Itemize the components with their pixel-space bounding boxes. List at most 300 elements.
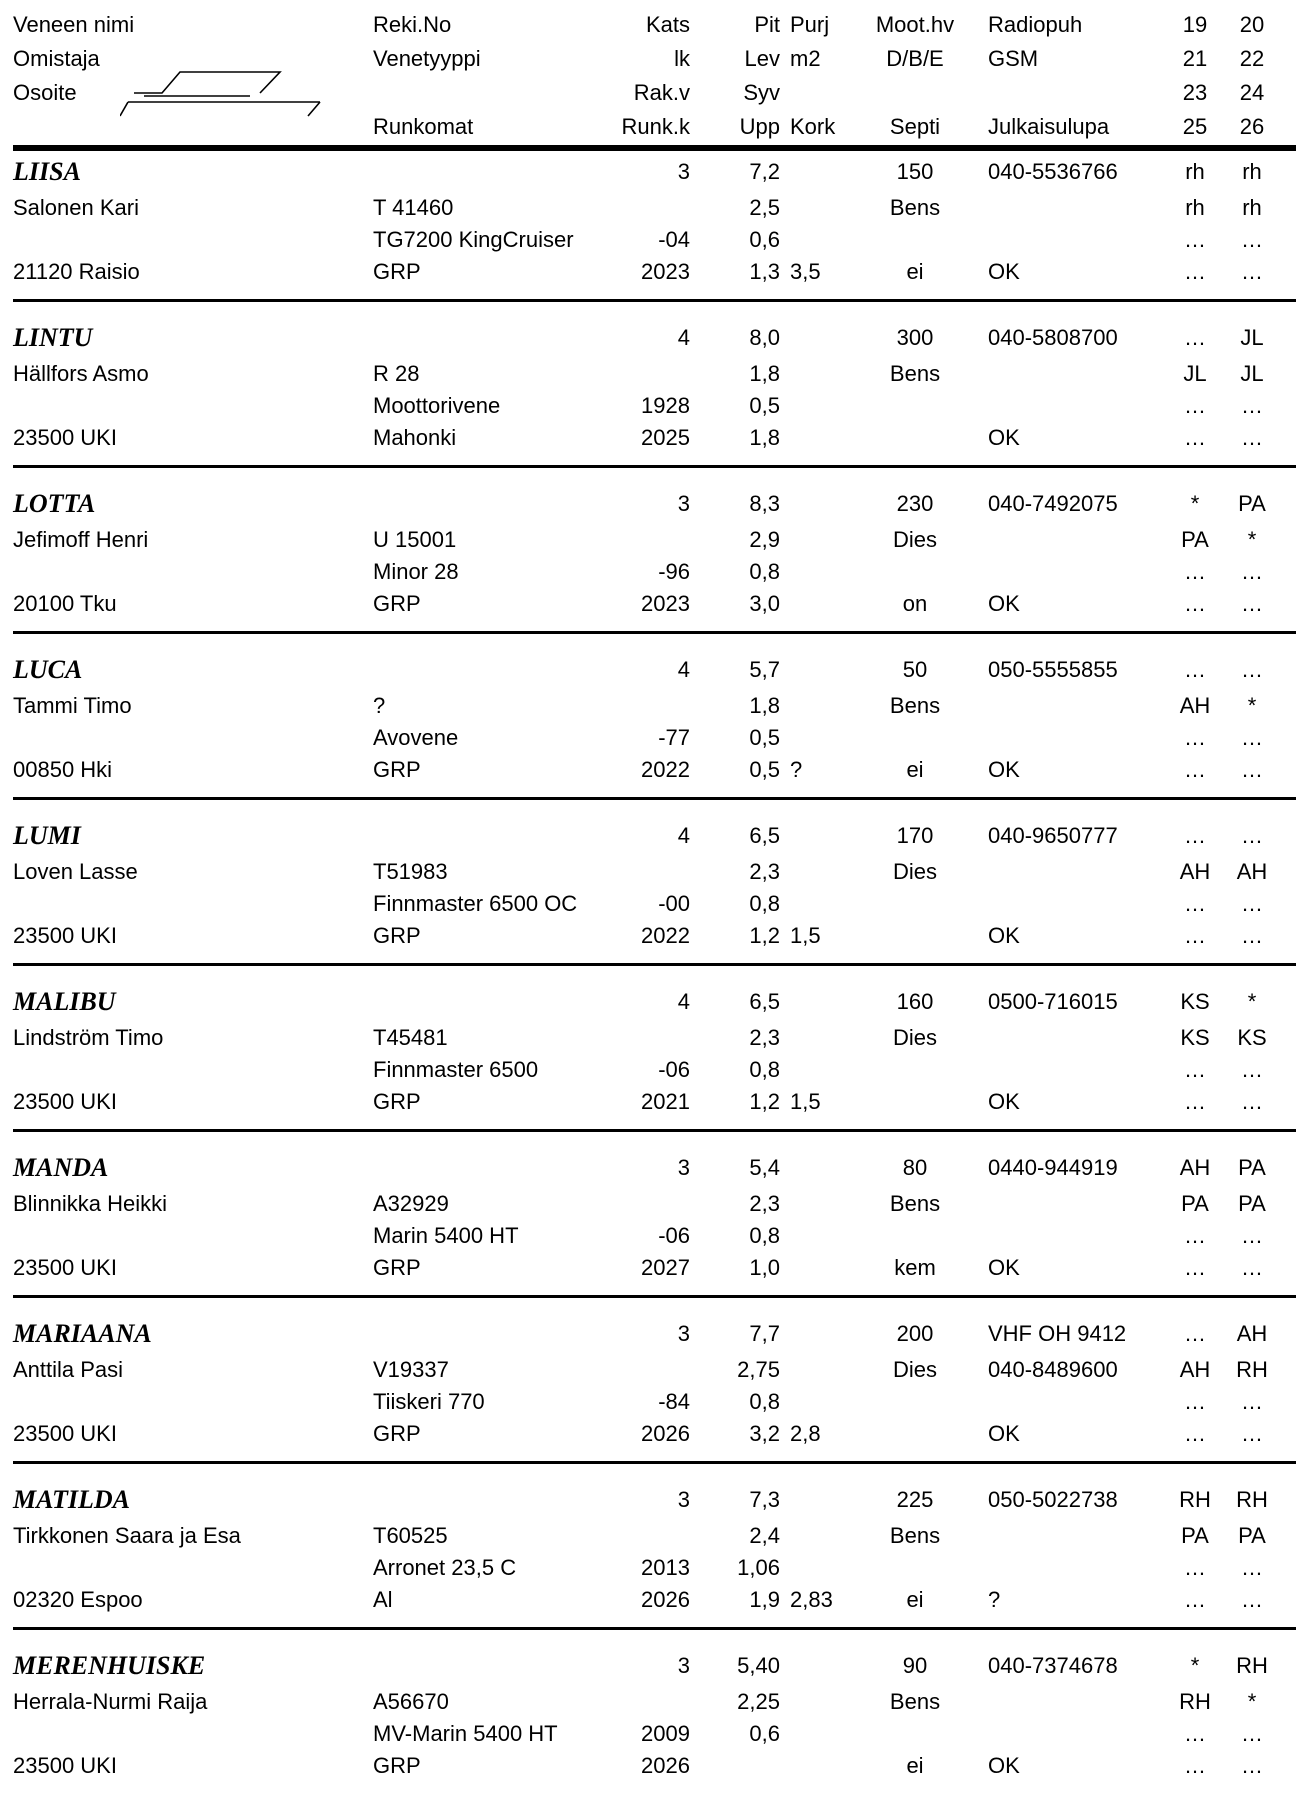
cell-mark-a: PA [1181, 1191, 1209, 1216]
cell-name-owner-address: Jefimoff Henri [13, 527, 149, 552]
cell-class-year-hullyear: 4 [677, 325, 690, 350]
cell-phone: OK [988, 757, 1020, 782]
cell-engine: kem [894, 1255, 936, 1280]
cell-length-width-depth: 2,5 [749, 195, 780, 220]
cell-class-year-hullyear: 2013 [641, 1555, 690, 1580]
cell-phone: VHF OH 9412 [988, 1321, 1127, 1346]
cell-mark-b: PA [1238, 1155, 1266, 1180]
table-row [0, 419, 1298, 456]
cell-engine: 90 [902, 1653, 928, 1678]
cell-reg-type-material: Tiiskeri 770 [373, 1389, 485, 1414]
cell-class-year-hullyear: 2009 [641, 1721, 690, 1746]
cell-length-width-depth: 1,2 [749, 1089, 780, 1114]
cell-mark-b: 24 [1239, 80, 1265, 105]
cell-length-width-depth: Syv [743, 80, 780, 105]
cell-class-year-hullyear: lk [674, 46, 690, 71]
cell-name-owner-address: 23500 UKI [13, 1753, 117, 1778]
boat-name: MARIAANA [13, 1319, 152, 1348]
cell-mark-b: … [1241, 1721, 1263, 1746]
cell-engine: Bens [889, 693, 941, 718]
cell-engine: Bens [889, 1191, 941, 1216]
cell-reg-type-material: GRP [373, 1421, 421, 1446]
cell-class-year-hullyear: 3 [677, 1487, 690, 1512]
cell-reg-type-material: T60525 [373, 1523, 448, 1548]
cell-mark-b: … [1241, 823, 1263, 848]
cell-length-width-depth: 2,25 [737, 1689, 780, 1714]
cell-class-year-hullyear: 2023 [641, 591, 690, 616]
cell-phone: OK [988, 1255, 1020, 1280]
cell-mark-a: … [1184, 591, 1206, 616]
cell-mark-a: … [1184, 559, 1206, 584]
cell-engine: 230 [896, 491, 934, 516]
cell-mark-b: * [1247, 1689, 1257, 1714]
cell-reg-type-material: Venetyyppi [373, 46, 481, 71]
cell-mark-a: 21 [1182, 46, 1208, 71]
cell-reg-type-material: GRP [373, 923, 421, 948]
cell-class-year-hullyear: -06 [658, 1223, 690, 1248]
cell-length-width-depth: 1,2 [749, 923, 780, 948]
table-row [0, 1083, 1298, 1120]
boat-name: LOTTA [13, 489, 96, 518]
cell-reg-type-material: Runkomat [373, 114, 474, 139]
cell-length-width-depth: 2,3 [749, 1025, 780, 1050]
cell-engine: Moot.hv [875, 12, 955, 37]
cell-mark-a: … [1184, 891, 1206, 916]
cell-reg-type-material: Marin 5400 HT [373, 1223, 519, 1248]
cell-name-owner-address: Hällfors Asmo [13, 361, 149, 386]
boat-name: LINTU [13, 323, 93, 352]
cell-reg-type-material: T45481 [373, 1025, 448, 1050]
cell-phone: 0440-944919 [988, 1155, 1118, 1180]
cell-mark-a: … [1184, 1587, 1206, 1612]
cell-engine: 80 [902, 1155, 928, 1180]
cell-reg-type-material: GRP [373, 1255, 421, 1280]
cell-class-year-hullyear: 2026 [641, 1753, 690, 1778]
cell-engine: 50 [902, 657, 928, 682]
cell-phone: OK [988, 1421, 1020, 1446]
row-divider [13, 963, 1296, 966]
cell-length-width-depth: 0,8 [749, 1223, 780, 1248]
row-divider [13, 1461, 1296, 1464]
cell-class-year-hullyear: Runk.k [621, 114, 690, 139]
cell-length-width-depth: 5,40 [737, 1653, 780, 1678]
cell-reg-type-material: GRP [373, 259, 421, 284]
cell-mark-b: … [1241, 1587, 1263, 1612]
cell-mark-a: … [1184, 1389, 1206, 1414]
cell-mark-b: … [1241, 1057, 1263, 1082]
cell-length-width-depth: 1,06 [737, 1555, 780, 1580]
cell-sail-height: 3,5 [790, 259, 821, 284]
cell-reg-type-material: ? [373, 693, 386, 718]
row-divider [13, 1627, 1296, 1630]
cell-length-width-depth: Pit [754, 12, 780, 37]
cell-length-width-depth: 1,8 [749, 361, 780, 386]
cell-length-width-depth: 8,3 [749, 491, 780, 516]
cell-length-width-depth: 1,0 [749, 1255, 780, 1280]
cell-mark-a: … [1184, 325, 1206, 350]
cell-mark-a: … [1184, 1255, 1206, 1280]
cell-phone: OK [988, 425, 1020, 450]
cell-reg-type-material: Finnmaster 6500 [373, 1057, 539, 1082]
cell-phone: OK [988, 1753, 1020, 1778]
cell-length-width-depth: 6,5 [749, 823, 780, 848]
cell-name-owner-address: Herrala-Nurmi Raija [13, 1689, 208, 1714]
cell-phone: Julkaisulupa [988, 114, 1110, 139]
cell-mark-a: … [1184, 425, 1206, 450]
cell-class-year-hullyear: 4 [677, 989, 690, 1014]
cell-mark-a: … [1184, 393, 1206, 418]
cell-reg-type-material: T 41460 [373, 195, 454, 220]
cell-reg-type-material: GRP [373, 591, 421, 616]
cell-phone: 040-9650777 [988, 823, 1118, 848]
cell-phone: Radiopuh [988, 12, 1083, 37]
cell-length-width-depth: 1,8 [749, 425, 780, 450]
cell-mark-b: * [1247, 693, 1257, 718]
cell-phone: GSM [988, 46, 1039, 71]
row-divider [13, 631, 1296, 634]
row-divider [13, 1129, 1296, 1132]
cell-mark-b: … [1241, 227, 1263, 252]
cell-mark-a: … [1184, 757, 1206, 782]
cell-phone: OK [988, 923, 1020, 948]
cell-mark-a: 25 [1182, 114, 1208, 139]
cell-length-width-depth: 3,0 [749, 591, 780, 616]
cell-sail-height: Kork [790, 114, 836, 139]
cell-mark-a: … [1184, 1721, 1206, 1746]
cell-mark-a: AH [1179, 1155, 1211, 1180]
cell-length-width-depth: Upp [739, 114, 780, 139]
cell-phone: 040-7374678 [988, 1653, 1118, 1678]
cell-phone: OK [988, 591, 1020, 616]
cell-mark-b: … [1241, 591, 1263, 616]
cell-mark-b: PA [1238, 1523, 1266, 1548]
cell-mark-a: … [1184, 1089, 1206, 1114]
cell-mark-a: 23 [1182, 80, 1208, 105]
cell-length-width-depth: 7,7 [749, 1321, 780, 1346]
cell-mark-a: KS [1180, 1025, 1210, 1050]
cell-mark-b: KS [1237, 1025, 1267, 1050]
cell-class-year-hullyear: 3 [677, 491, 690, 516]
cell-mark-b: rh [1242, 159, 1262, 184]
cell-length-width-depth: 2,3 [749, 1191, 780, 1216]
cell-mark-a: * [1190, 1653, 1200, 1678]
cell-length-width-depth: 2,9 [749, 527, 780, 552]
cell-name-owner-address: 23500 UKI [13, 1255, 117, 1280]
cell-reg-type-material: Arronet 23,5 C [373, 1555, 517, 1580]
table-row [0, 585, 1298, 622]
cell-reg-type-material: Al [373, 1587, 393, 1612]
cell-length-width-depth: 2,75 [737, 1357, 780, 1382]
cell-sail-height: Purj [790, 12, 830, 37]
cell-name-owner-address: Salonen Kari [13, 195, 139, 220]
cell-mark-b: * [1247, 527, 1257, 552]
cell-mark-a: RH [1179, 1487, 1211, 1512]
cell-class-year-hullyear: 4 [677, 823, 690, 848]
cell-mark-a: AH [1179, 859, 1211, 884]
cell-length-width-depth: 8,0 [749, 325, 780, 350]
cell-sail-height: 1,5 [790, 923, 821, 948]
cell-name-owner-address: 23500 UKI [13, 425, 117, 450]
cell-mark-b: PA [1238, 491, 1266, 516]
cell-mark-b: … [1241, 1255, 1263, 1280]
cell-length-width-depth: 0,6 [749, 1721, 780, 1746]
cell-mark-b: … [1241, 891, 1263, 916]
cell-length-width-depth: 3,2 [749, 1421, 780, 1446]
cell-class-year-hullyear: -96 [658, 559, 690, 584]
cell-reg-type-material: A32929 [373, 1191, 449, 1216]
header-divider [13, 145, 1296, 151]
cell-class-year-hullyear: -84 [658, 1389, 690, 1414]
cell-name-owner-address: 21120 Raisio [13, 259, 140, 284]
cell-mark-a: PA [1181, 527, 1209, 552]
table-header [0, 0, 1298, 150]
cell-phone: OK [988, 1089, 1020, 1114]
cell-name-owner-address: 20100 Tku [13, 591, 117, 616]
cell-length-width-depth: 0,8 [749, 1389, 780, 1414]
cell-engine: Dies [892, 1025, 937, 1050]
cell-name-owner-address: 02320 Espoo [13, 1587, 143, 1612]
cell-class-year-hullyear: 2021 [641, 1089, 690, 1114]
cell-reg-type-material: MV-Marin 5400 HT [373, 1721, 558, 1746]
cell-reg-type-material: GRP [373, 757, 421, 782]
cell-length-width-depth: 1,8 [749, 693, 780, 718]
cell-length-width-depth: 1,3 [749, 259, 780, 284]
cell-length-width-depth: 0,5 [749, 393, 780, 418]
cell-mark-b: PA [1238, 1191, 1266, 1216]
cell-engine: Septi [889, 114, 941, 139]
boat-logo-icon [120, 66, 330, 122]
cell-engine: ei [906, 1753, 924, 1778]
cell-mark-b: RH [1236, 1357, 1268, 1382]
cell-name-owner-address: Tammi Timo [13, 693, 132, 718]
cell-reg-type-material: Minor 28 [373, 559, 459, 584]
cell-class-year-hullyear: 3 [677, 159, 690, 184]
cell-mark-a: AH [1179, 693, 1211, 718]
table-row [0, 1481, 1298, 1518]
row-divider [13, 1295, 1296, 1298]
cell-mark-a: … [1184, 1321, 1206, 1346]
cell-mark-b: … [1241, 1223, 1263, 1248]
cell-phone: OK [988, 259, 1020, 284]
table-row [0, 651, 1298, 688]
cell-length-width-depth: 0,5 [749, 757, 780, 782]
cell-length-width-depth: 1,9 [749, 1587, 780, 1612]
cell-sail-height: 2,83 [790, 1587, 833, 1612]
cell-class-year-hullyear: 2026 [641, 1587, 690, 1612]
cell-length-width-depth: 2,3 [749, 859, 780, 884]
cell-engine: 160 [896, 989, 934, 1014]
cell-engine: Dies [892, 1357, 937, 1382]
table-row [0, 319, 1298, 356]
cell-class-year-hullyear: 2023 [641, 259, 690, 284]
cell-name-owner-address: 00850 Hki [13, 757, 113, 782]
cell-name-owner-address: Loven Lasse [13, 859, 138, 884]
cell-class-year-hullyear: 4 [677, 657, 690, 682]
cell-mark-b: RH [1236, 1653, 1268, 1678]
cell-mark-a: PA [1181, 1523, 1209, 1548]
cell-mark-b: … [1241, 1555, 1263, 1580]
cell-engine: D/B/E [886, 46, 944, 71]
cell-class-year-hullyear: 3 [677, 1321, 690, 1346]
table-row [0, 1581, 1298, 1618]
cell-class-year-hullyear: -00 [658, 891, 690, 916]
cell-length-width-depth: 7,2 [749, 159, 780, 184]
cell-name-owner-address: 23500 UKI [13, 1421, 117, 1446]
cell-engine: Bens [889, 1689, 941, 1714]
cell-mark-b: AH [1236, 859, 1268, 884]
cell-engine: Dies [892, 527, 937, 552]
cell-engine: Bens [889, 361, 941, 386]
cell-phone: 040-8489600 [988, 1357, 1118, 1382]
cell-reg-type-material: Reki.No [373, 12, 452, 37]
cell-mark-a: … [1184, 657, 1206, 682]
cell-reg-type-material: Mahonki [373, 425, 457, 450]
cell-engine: Dies [892, 859, 937, 884]
cell-reg-type-material: TG7200 KingCruiser [373, 227, 574, 252]
cell-length-width-depth: 0,5 [749, 725, 780, 750]
cell-mark-a: … [1184, 1223, 1206, 1248]
cell-class-year-hullyear: Rak.v [633, 80, 690, 105]
cell-sail-height: 2,8 [790, 1421, 821, 1446]
boat-name: LUCA [13, 655, 83, 684]
cell-class-year-hullyear: 2022 [641, 923, 690, 948]
cell-mark-a: … [1184, 259, 1206, 284]
boat-name: MERENHUISKE [13, 1651, 206, 1680]
cell-name-owner-address: Lindström Timo [13, 1025, 164, 1050]
cell-mark-a: … [1184, 725, 1206, 750]
table-row [0, 751, 1298, 788]
cell-mark-a: … [1184, 1753, 1206, 1778]
cell-mark-b: AH [1236, 1321, 1268, 1346]
cell-mark-a: … [1184, 1421, 1206, 1446]
cell-mark-b: … [1241, 559, 1263, 584]
cell-mark-b: rh [1242, 195, 1262, 220]
boat-name: MANDA [13, 1153, 109, 1182]
cell-mark-b: … [1241, 1389, 1263, 1414]
boat-name: MALIBU [13, 987, 116, 1016]
cell-class-year-hullyear: Kats [645, 12, 690, 37]
cell-mark-b: … [1241, 1089, 1263, 1114]
cell-mark-b: … [1241, 1753, 1263, 1778]
cell-phone: 040-5536766 [988, 159, 1118, 184]
cell-class-year-hullyear: -77 [658, 725, 690, 750]
cell-name-owner-address: Veneen nimi [13, 12, 135, 37]
cell-phone: ? [988, 1587, 1001, 1612]
cell-sail-height: m2 [790, 46, 821, 71]
cell-phone: 0500-716015 [988, 989, 1118, 1014]
cell-mark-a: JL [1183, 361, 1207, 386]
cell-reg-type-material: T51983 [373, 859, 448, 884]
cell-length-width-depth: 5,4 [749, 1155, 780, 1180]
cell-name-owner-address: Omistaja [13, 46, 100, 71]
cell-mark-b: 20 [1239, 12, 1265, 37]
cell-mark-a: … [1184, 1057, 1206, 1082]
cell-class-year-hullyear: -06 [658, 1057, 690, 1082]
table-row [0, 1249, 1298, 1286]
cell-engine: Bens [889, 1523, 941, 1548]
cell-reg-type-material: Moottorivene [373, 393, 501, 418]
cell-length-width-depth: 5,7 [749, 657, 780, 682]
table-row [0, 1747, 1298, 1784]
cell-class-year-hullyear: -04 [658, 227, 690, 252]
cell-engine: 225 [896, 1487, 934, 1512]
cell-phone: 040-7492075 [988, 491, 1118, 516]
cell-length-width-depth: 7,3 [749, 1487, 780, 1512]
cell-engine: 200 [896, 1321, 934, 1346]
cell-name-owner-address: Blinnikka Heikki [13, 1191, 168, 1216]
cell-mark-b: 22 [1239, 46, 1265, 71]
cell-mark-b: JL [1240, 325, 1264, 350]
cell-class-year-hullyear: 3 [677, 1155, 690, 1180]
cell-reg-type-material: GRP [373, 1753, 421, 1778]
cell-mark-a: rh [1185, 195, 1205, 220]
cell-mark-b: … [1241, 1421, 1263, 1446]
table-row [0, 817, 1298, 854]
cell-name-owner-address: 23500 UKI [13, 1089, 117, 1114]
cell-sail-height: 1,5 [790, 1089, 821, 1114]
cell-engine: ei [906, 1587, 924, 1612]
cell-engine: 150 [896, 159, 934, 184]
cell-reg-type-material: U 15001 [373, 527, 457, 552]
cell-length-width-depth: 0,8 [749, 1057, 780, 1082]
table-row [0, 1647, 1298, 1684]
table-row [0, 1415, 1298, 1452]
table-row [0, 1315, 1298, 1352]
cell-mark-a: … [1184, 823, 1206, 848]
table-row [0, 917, 1298, 954]
cell-reg-type-material: Finnmaster 6500 OC [373, 891, 578, 916]
cell-reg-type-material: A56670 [373, 1689, 449, 1714]
cell-reg-type-material: R 28 [373, 361, 420, 386]
cell-length-width-depth: 0,6 [749, 227, 780, 252]
table-row [0, 6, 1298, 43]
cell-mark-b: … [1241, 657, 1263, 682]
cell-mark-b: … [1241, 725, 1263, 750]
row-divider [13, 465, 1296, 468]
cell-class-year-hullyear: 2026 [641, 1421, 690, 1446]
cell-mark-b: … [1241, 425, 1263, 450]
cell-name-owner-address: Tirkkonen Saara ja Esa [13, 1523, 241, 1548]
cell-reg-type-material: V19337 [373, 1357, 449, 1382]
table-row [0, 153, 1298, 190]
cell-engine: ei [906, 259, 924, 284]
cell-length-width-depth: 6,5 [749, 989, 780, 1014]
cell-class-year-hullyear: 1928 [641, 393, 690, 418]
table-row [0, 1149, 1298, 1186]
cell-name-owner-address: 23500 UKI [13, 923, 117, 948]
cell-mark-a: … [1184, 227, 1206, 252]
cell-engine: Bens [889, 195, 941, 220]
cell-length-width-depth: 0,8 [749, 891, 780, 916]
cell-length-width-depth: Lev [744, 46, 780, 71]
cell-engine: 170 [896, 823, 934, 848]
cell-phone: 050-5022738 [988, 1487, 1118, 1512]
cell-name-owner-address: Anttila Pasi [13, 1357, 124, 1382]
row-divider [13, 797, 1296, 800]
cell-engine: on [902, 591, 928, 616]
cell-length-width-depth: 0,8 [749, 559, 780, 584]
cell-sail-height: ? [790, 757, 803, 782]
cell-class-year-hullyear: 2025 [641, 425, 690, 450]
row-divider [13, 299, 1296, 302]
cell-mark-b: … [1241, 757, 1263, 782]
cell-class-year-hullyear: 3 [677, 1653, 690, 1678]
cell-mark-b: JL [1240, 361, 1264, 386]
cell-mark-a: … [1184, 1555, 1206, 1580]
cell-mark-b: 26 [1239, 114, 1265, 139]
cell-reg-type-material: Avovene [373, 725, 459, 750]
cell-mark-b: * [1247, 989, 1257, 1014]
